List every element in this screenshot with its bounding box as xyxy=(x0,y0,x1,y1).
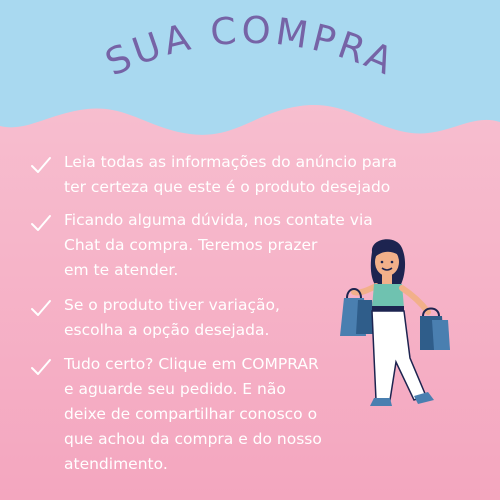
check-icon xyxy=(30,299,52,317)
svg-text:SUA COMPRA: SUA COMPRA xyxy=(99,8,403,85)
checklist-item-text: Tudo certo? Clique em COMPRAR e aguarde seu pedido. E não deixe de compartilhar conosco o que achou da compra e do nosso atendimento. xyxy=(64,355,322,473)
check-icon xyxy=(30,358,52,376)
checklist-item-text: Se o produto tiver variação, escolha a opção desejada. xyxy=(64,296,280,339)
page-title xyxy=(0,0,500,120)
checklist-item-text: Ficando alguma dúvida, nos contate via Chat da compra. Teremos prazer em te atender. xyxy=(64,211,373,279)
shopping-woman-icon xyxy=(330,238,455,413)
checklist-item-text: Leia todas as informações do anúncio para ter certeza que este é o produto desejado xyxy=(64,153,398,196)
check-icon xyxy=(30,214,52,232)
check-icon xyxy=(30,156,52,174)
